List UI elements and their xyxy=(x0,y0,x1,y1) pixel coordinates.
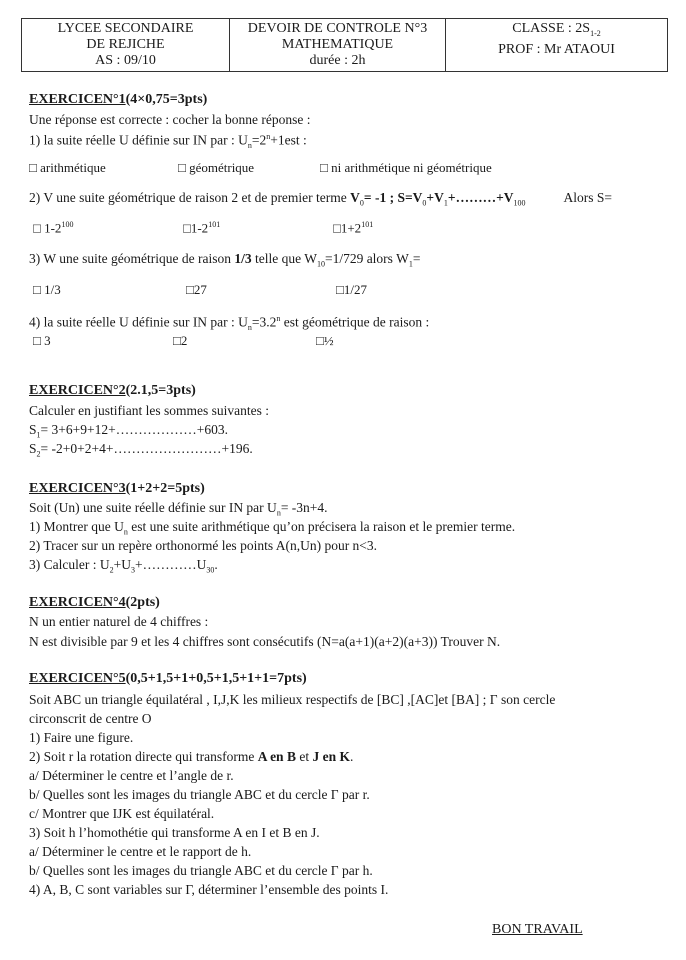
superscript: 100 xyxy=(61,220,74,229)
text-run: PROF : Mr ATAOUI xyxy=(498,41,615,57)
text-run: □2 xyxy=(173,333,188,348)
answer-checkbox-option[interactable] xyxy=(173,333,187,349)
text-run: est une suite arithmétique qu’on précisera la raison et le premier terme. xyxy=(127,519,516,534)
exercise-text-line xyxy=(29,692,555,708)
exercise-text-line xyxy=(29,190,612,208)
text-run: 2) Soit r la rotation directe qui transforme xyxy=(29,749,258,764)
text-run: circonscrit de centre O xyxy=(29,711,152,726)
subscript: 0 xyxy=(359,198,364,208)
text-run: Calculer en justifiant les sommes suivantes : xyxy=(29,403,269,418)
text-run: a/ Déterminer le centre et le rapport de h. xyxy=(29,844,252,859)
exercise-text-line xyxy=(29,634,500,650)
text-run: □ 3 xyxy=(33,333,51,348)
class-label xyxy=(446,21,667,42)
answer-checkbox-option[interactable] xyxy=(33,282,61,298)
subscript: n xyxy=(247,141,252,151)
text-run: □1/27 xyxy=(336,282,367,297)
text-run: S xyxy=(29,441,37,456)
text-run: +1est : xyxy=(270,132,307,148)
text-run: Soit (Un) une suite réelle définie sur IN par U xyxy=(29,500,277,515)
text-run: 3) Calculer : U xyxy=(29,557,110,572)
text-run: J en K xyxy=(312,749,350,764)
text-run: b/ Quelles sont les images du triangle ABC et du cercle Γ par r. xyxy=(29,787,370,802)
exercise-title xyxy=(29,92,207,108)
exam-duration: durée : 2h xyxy=(309,53,366,68)
text-run: +U xyxy=(113,557,131,572)
school-year: AS : 09/10 xyxy=(95,53,156,68)
exam-title: DEVOIR DE CONTROLE N°3 xyxy=(247,21,428,36)
text-run: S xyxy=(29,422,37,437)
text-run: +V xyxy=(426,190,444,205)
school-cell xyxy=(22,19,229,71)
exercise-title xyxy=(29,671,307,687)
text-run: N un entier naturel de 4 chiffres : xyxy=(29,614,209,629)
exercise-number: EXERCICEN°3 xyxy=(29,481,126,496)
answer-checkbox-option[interactable] xyxy=(336,282,367,298)
exercise-text-line xyxy=(29,519,515,537)
text-run: □1+2 xyxy=(333,220,362,236)
exercise-points: (4×0,75=3pts) xyxy=(125,92,208,107)
exercise-text-line xyxy=(29,422,228,440)
text-run: b/ Quelles sont les images du triangle ABC et du cercle Γ par h. xyxy=(29,863,373,878)
exercise-text-line xyxy=(29,314,429,332)
subscript: 1 xyxy=(443,198,448,208)
exercise-text-line xyxy=(29,863,373,879)
text-run: 3) W une suite géométrique de raison xyxy=(29,251,235,266)
exam-cell xyxy=(229,19,445,71)
exercise-title xyxy=(29,481,205,497)
text-run: □ arithmétique xyxy=(29,160,106,175)
subscript: 3 xyxy=(130,565,135,575)
exercise-number: EXERCICEN°1 xyxy=(29,92,126,107)
text-run: 1) Montrer que U xyxy=(29,519,124,534)
exercise-text-line xyxy=(29,806,214,822)
text-run: = -3n+4. xyxy=(280,500,328,515)
subscript: 0 xyxy=(422,198,427,208)
exercise-number: EXERCICEN°4 xyxy=(29,595,126,610)
answer-checkbox-option[interactable] xyxy=(316,333,334,349)
subscript: 1 xyxy=(408,259,413,269)
text-run: =1/729 alors W xyxy=(324,251,409,266)
exercise-text-line xyxy=(29,538,377,554)
text-run: telle que W xyxy=(251,251,317,266)
exercise-text-line xyxy=(29,825,320,841)
superscript: 101 xyxy=(361,220,374,229)
text-run: □½ xyxy=(316,333,334,348)
text-run: 2) Tracer sur un repère orthonormé les points A(n,Un) pour n<3. xyxy=(29,538,378,553)
exercise-title xyxy=(29,595,160,611)
text-run: = -2+0+2+4+……………………+196. xyxy=(40,441,253,456)
answer-checkbox-option[interactable] xyxy=(33,333,51,349)
superscript: n xyxy=(266,132,271,141)
exercise-text-line xyxy=(29,557,218,575)
text-run: =2 xyxy=(251,132,267,148)
exercise-text-line xyxy=(29,251,420,269)
text-run: a/ Déterminer le centre et l’angle de r. xyxy=(29,768,234,783)
text-run: . xyxy=(349,749,354,764)
text-run: =3.2 xyxy=(251,314,277,330)
text-run: Une réponse est correcte : cocher la bonne réponse : xyxy=(29,112,311,127)
text-run: est géométrique de raison : xyxy=(280,314,430,330)
exercise-text-line xyxy=(29,844,251,860)
text-run: □27 xyxy=(186,282,207,297)
exercise-text-line xyxy=(29,500,328,518)
answer-checkbox-option[interactable] xyxy=(29,160,106,176)
text-run: □ géométrique xyxy=(178,160,255,175)
text-run: Soit ABC un triangle équilatéral , I,J,K les milieux respectifs de [BC] ,[AC]et [BA] ; Γ son cercle xyxy=(29,692,556,707)
exercise-text-line xyxy=(29,403,269,419)
exercise-text-line xyxy=(29,787,370,803)
exercise-text-line xyxy=(29,112,311,128)
exercise-text-line xyxy=(29,132,307,150)
school-city: DE REJICHE xyxy=(86,37,165,52)
exercise-text-line xyxy=(29,730,133,746)
exercise-number: EXERCICEN°5 xyxy=(29,671,126,686)
subscript: 30 xyxy=(206,565,215,575)
text-run: 4) A, B, C sont variables sur Γ, déterminer l’ensemble des points I. xyxy=(29,882,389,897)
text-run: et xyxy=(295,749,313,764)
teacher-label xyxy=(446,42,667,58)
subscript: 10 xyxy=(316,259,325,269)
answer-checkbox-option[interactable] xyxy=(183,220,220,236)
exercise-number: EXERCICEN°2 xyxy=(29,383,126,398)
answer-checkbox-option[interactable] xyxy=(320,160,492,176)
exam-subject: MATHEMATIQUE xyxy=(281,37,394,52)
exercise-title xyxy=(29,383,196,399)
subscript: 100 xyxy=(513,198,526,208)
text-run: 1) Faire une figure. xyxy=(29,730,134,745)
text-run: 1/3 xyxy=(234,251,252,266)
text-run: CLASSE : 2S xyxy=(512,21,591,36)
subscript: n xyxy=(276,508,281,518)
superscript: n xyxy=(276,314,281,323)
closing-note: BON TRAVAIL xyxy=(492,922,583,937)
exercise-points: (2.1,5=3pts) xyxy=(125,383,196,398)
subscript: 1-2 xyxy=(590,28,601,38)
text-run: 1) la suite réelle U définie sur IN par : U xyxy=(29,132,248,148)
text-run: . xyxy=(214,557,218,572)
subscript: 2 xyxy=(109,565,114,575)
exercise-text-line xyxy=(29,441,253,459)
text-run: □ ni arithmétique ni géométrique xyxy=(320,160,492,175)
text-run: □1-2 xyxy=(183,220,209,236)
text-run: 4) la suite réelle U définie sur IN par : U xyxy=(29,314,248,330)
exercise-text-line xyxy=(29,768,234,784)
exercise-text-line xyxy=(29,882,388,898)
exercise-text-line xyxy=(29,614,208,630)
answer-checkbox-option[interactable] xyxy=(333,220,373,236)
text-run: c/ Montrer que IJK est équilatéral. xyxy=(29,806,215,821)
text-run: A en B xyxy=(257,749,296,764)
exam-header xyxy=(21,18,668,72)
text-run: +………+V xyxy=(447,190,514,205)
text-run: +…………U xyxy=(134,557,207,572)
text-run: = -1 ; S=V xyxy=(363,190,423,205)
text-run: = 3+6+9+12+………………+603. xyxy=(40,422,228,437)
exercise-points: (1+2+2=5pts) xyxy=(125,481,205,496)
answer-checkbox-option[interactable] xyxy=(33,220,73,236)
subscript: n xyxy=(247,323,252,333)
text-run: □ 1-2 xyxy=(33,220,62,236)
superscript: 101 xyxy=(208,220,221,229)
text-run: = xyxy=(412,251,421,266)
exercise-points: (0,5+1,5+1+0,5+1,5+1+1=7pts) xyxy=(125,671,307,686)
answer-checkbox-option[interactable] xyxy=(178,160,254,176)
answer-checkbox-option[interactable] xyxy=(186,282,207,298)
subscript: 2 xyxy=(36,449,41,459)
text-run: N est divisible par 9 et les 4 chiffres sont consécutifs (N=a(a+1)(a+2)(a+3)) Trouver N. xyxy=(29,634,501,649)
subscript: 1 xyxy=(36,430,41,440)
exercise-text-line xyxy=(29,749,353,765)
subscript: n xyxy=(123,527,128,537)
class-cell xyxy=(445,19,667,71)
text-run: 3) Soit h l’homothétie qui transforme A en I et B en J. xyxy=(29,825,320,840)
text-run: Alors S= xyxy=(563,190,613,205)
exercise-text-line xyxy=(29,711,152,727)
school-name: LYCEE SECONDAIRE xyxy=(57,21,194,36)
text-run: 2) V une suite géométrique de raison 2 et de premier terme xyxy=(29,190,351,205)
text-run: V xyxy=(350,190,360,205)
exercise-points: (2pts) xyxy=(125,595,160,610)
text-run: □ 1/3 xyxy=(33,282,61,297)
